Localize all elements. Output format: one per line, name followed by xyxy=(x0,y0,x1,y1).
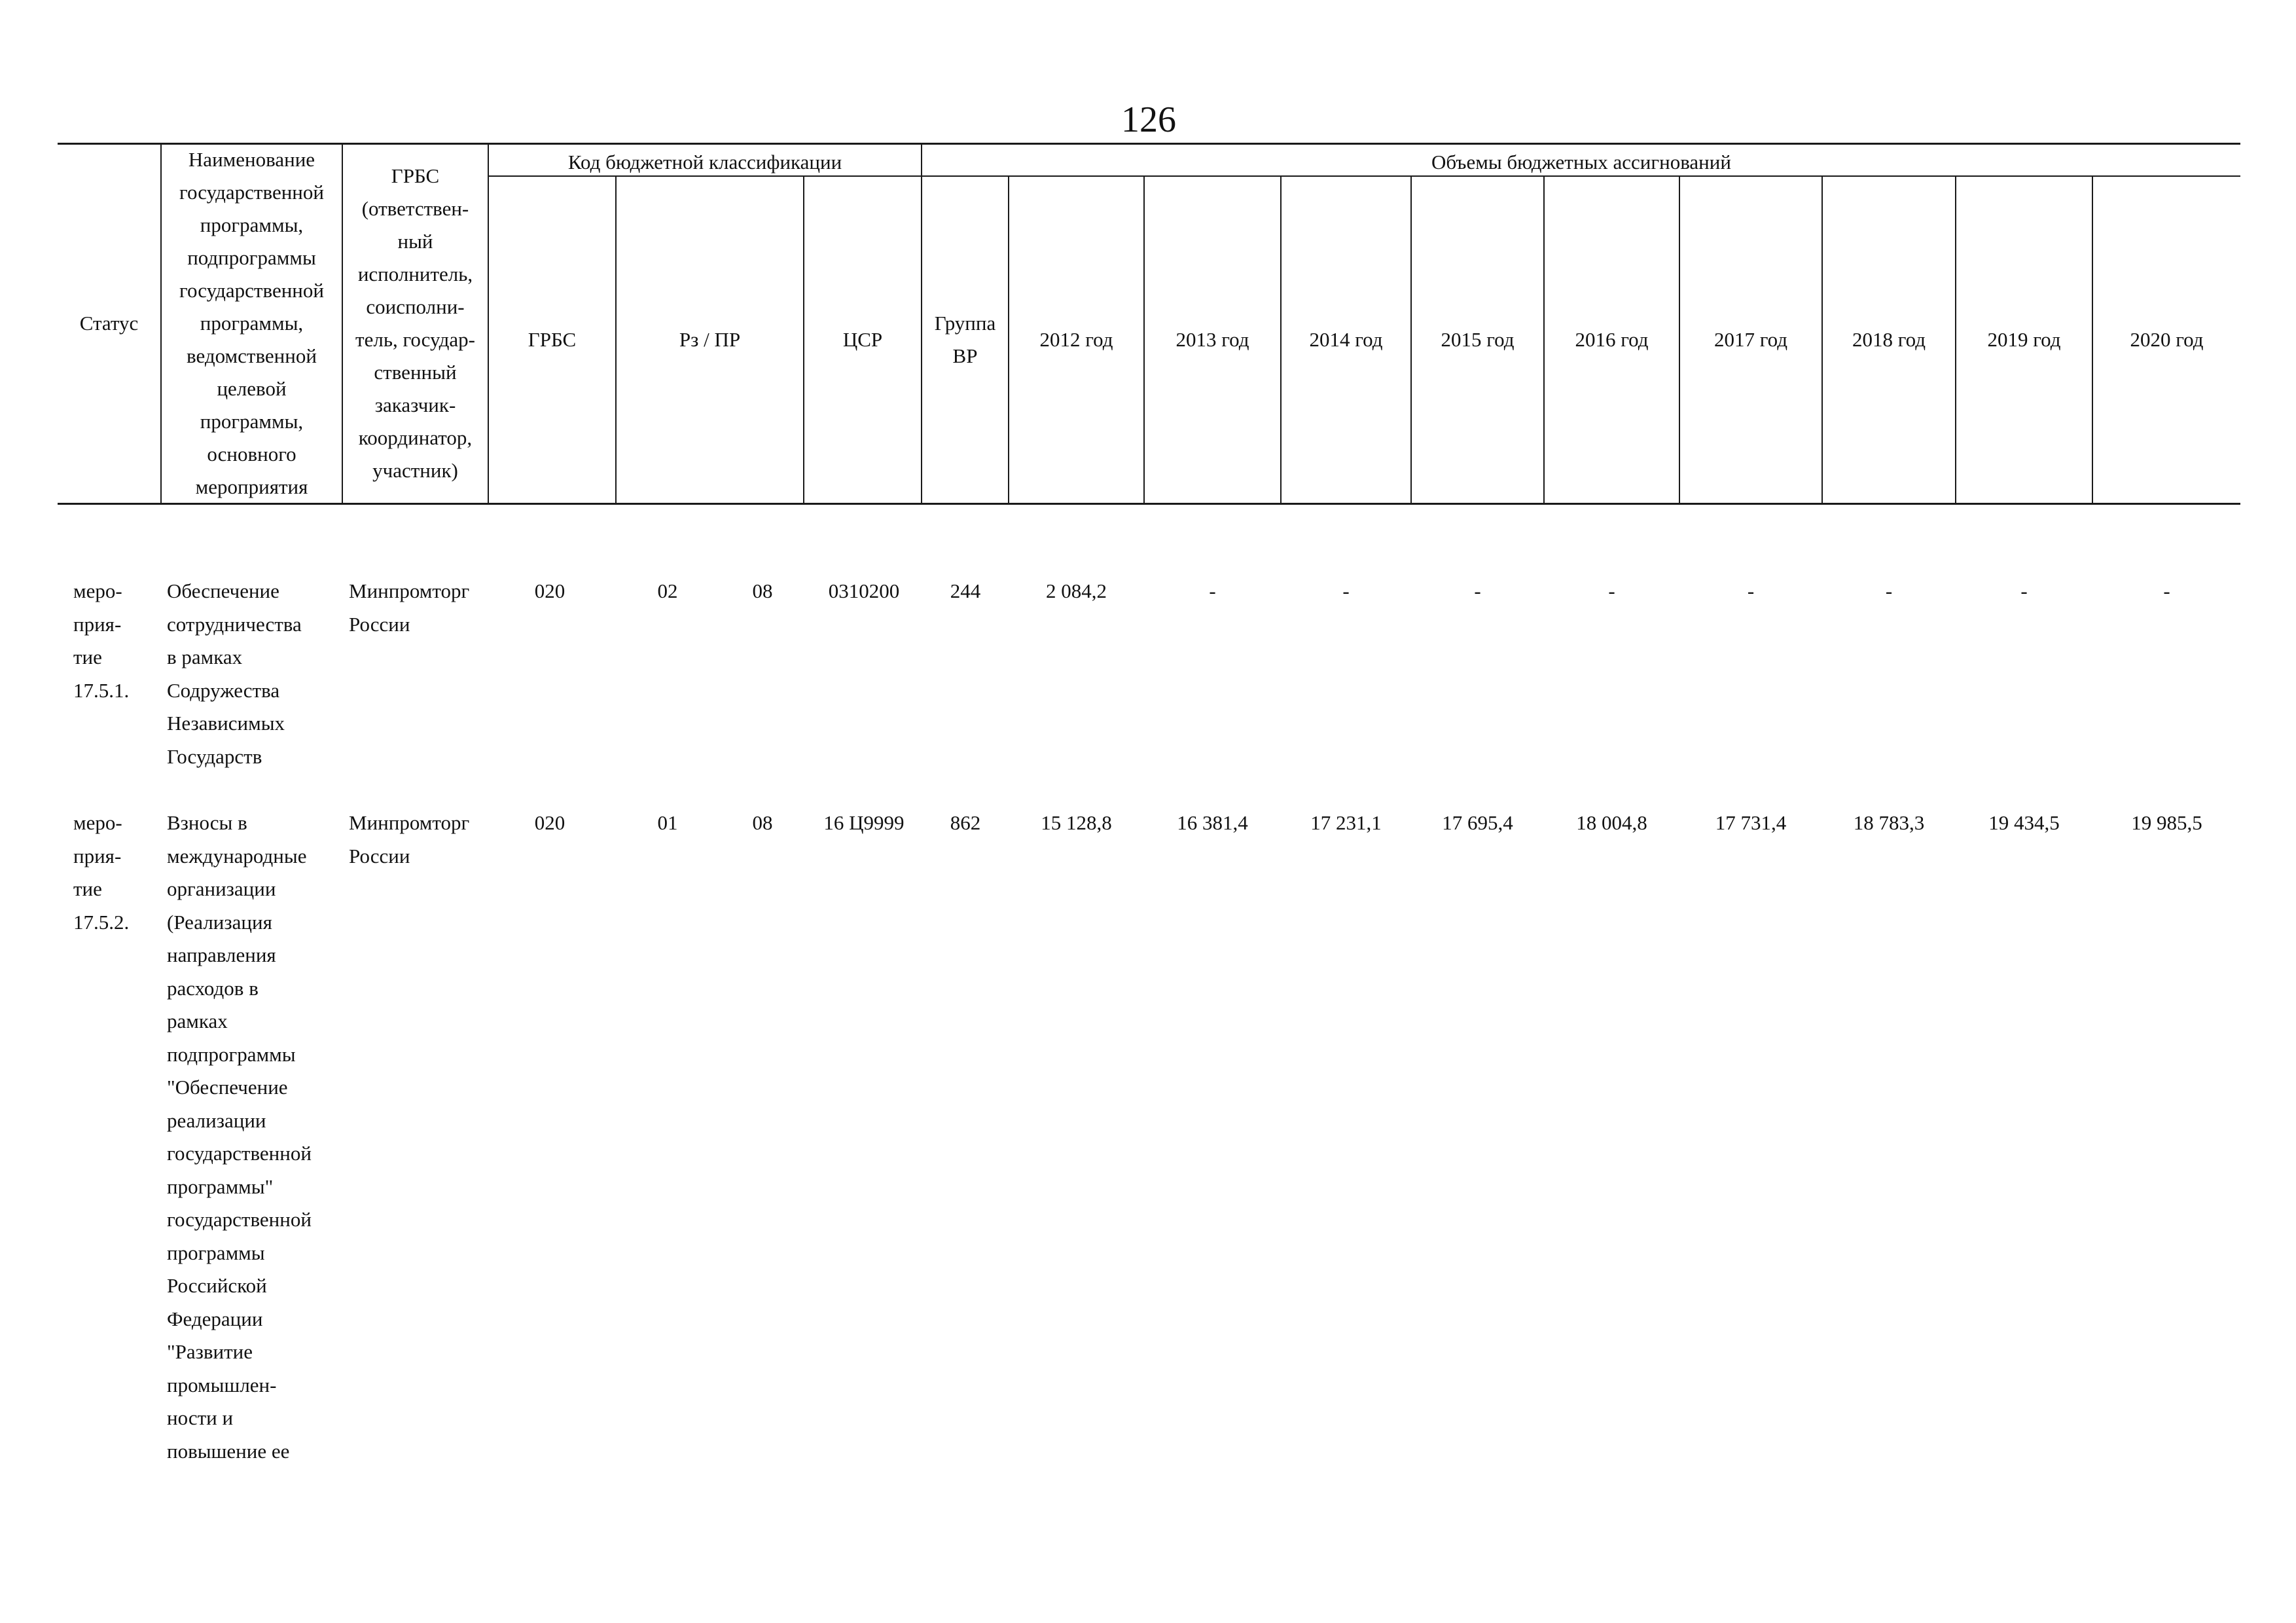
header-responsible-label: ГРБС (ответствен- ный исполнитель, соисполни- тель, государ- ственный заказчик- координатор, участник) xyxy=(355,164,475,482)
row-csr: 16 Ц9999 xyxy=(823,811,905,834)
header-volume-group: Объемы бюджетных ассигнований xyxy=(1431,151,1731,173)
header-name-label: Наименование государственной программы, подпрограммы государственной программы, ведомственной целевой программы, основного мероприятия xyxy=(179,148,324,498)
row-status: меро- прия- тие 17.5.1. xyxy=(73,579,130,702)
row-value-2018: - xyxy=(1885,579,1893,602)
header-year-2017: 2017 год xyxy=(1713,328,1788,351)
row-value-2015: 17 695,4 xyxy=(1442,811,1513,834)
header-year-2014: 2014 год xyxy=(1309,328,1383,351)
header-csr: ЦСР xyxy=(842,328,883,351)
header-name xyxy=(162,144,342,503)
row-value-2016: - xyxy=(1608,579,1615,602)
row-responsible: Минпромторг России xyxy=(349,811,470,867)
row-value-2019: - xyxy=(2020,579,2028,602)
row-value-2019: 19 434,5 xyxy=(1988,811,2060,834)
row-value-2014: 17 231,1 xyxy=(1310,811,1382,834)
header-vr: Группа ВР xyxy=(934,312,996,367)
header-year-2016: 2016 год xyxy=(1575,328,1649,351)
page-number: 126 xyxy=(1121,100,1176,140)
header-bottom-border xyxy=(58,503,2240,505)
row-vr: 862 xyxy=(950,811,981,834)
header-responsible xyxy=(343,144,488,503)
row-pr: 08 xyxy=(752,811,773,834)
row-rz: 01 xyxy=(657,811,678,834)
row-csr: 0310200 xyxy=(828,579,900,602)
row-value-2017: - xyxy=(1747,579,1755,602)
row-value-2016: 18 004,8 xyxy=(1576,811,1647,834)
row-value-2013: 16 381,4 xyxy=(1177,811,1248,834)
row-value-2014: - xyxy=(1342,579,1350,602)
header-year-2019: 2019 год xyxy=(1987,328,2061,351)
row-value-2017: 17 731,4 xyxy=(1715,811,1787,834)
row-grbs: 020 xyxy=(534,579,565,602)
row-value-2012: 2 084,2 xyxy=(1046,579,1107,602)
row-value-2020: 19 985,5 xyxy=(2131,811,2202,834)
row-name: Обеспечение сотрудничества в рамках Содружества Независимых Государств xyxy=(167,579,302,768)
header-year-2013: 2013 год xyxy=(1175,328,1249,351)
row-value-2013: - xyxy=(1209,579,1216,602)
row-status: меро- прия- тие 17.5.2. xyxy=(73,811,130,934)
header-year-2015: 2015 год xyxy=(1441,328,1515,351)
row-grbs: 020 xyxy=(534,811,565,834)
row-value-2018: 18 783,3 xyxy=(1853,811,1925,834)
row-vr: 244 xyxy=(950,579,981,602)
header-status-label: Статус xyxy=(79,312,139,335)
header-year-2018: 2018 год xyxy=(1852,328,1926,351)
header-rz-pr: Рз / ПР xyxy=(679,328,741,351)
row-rz: 02 xyxy=(657,579,678,602)
header-status xyxy=(58,144,160,503)
row-value-2012: 15 128,8 xyxy=(1041,811,1112,834)
row-value-2015: - xyxy=(1474,579,1481,602)
header-year-2020: 2020 год xyxy=(2130,328,2204,351)
header-grbs: ГРБС xyxy=(528,328,577,351)
row-name: Взносы в международные организации (Реализация направления расходов в рамках подпрограммы "Обеспечение реализации государственной программы" государственной программы Российской Федерации "Развитие промышлен- ности и повышение ее xyxy=(167,811,312,1463)
header-year-2012: 2012 год xyxy=(1039,328,1113,351)
row-value-2020: - xyxy=(2163,579,2170,602)
header-code-group: Код бюджетной классификации xyxy=(567,151,842,173)
row-responsible: Минпромторг России xyxy=(349,579,470,636)
row-pr: 08 xyxy=(752,579,773,602)
